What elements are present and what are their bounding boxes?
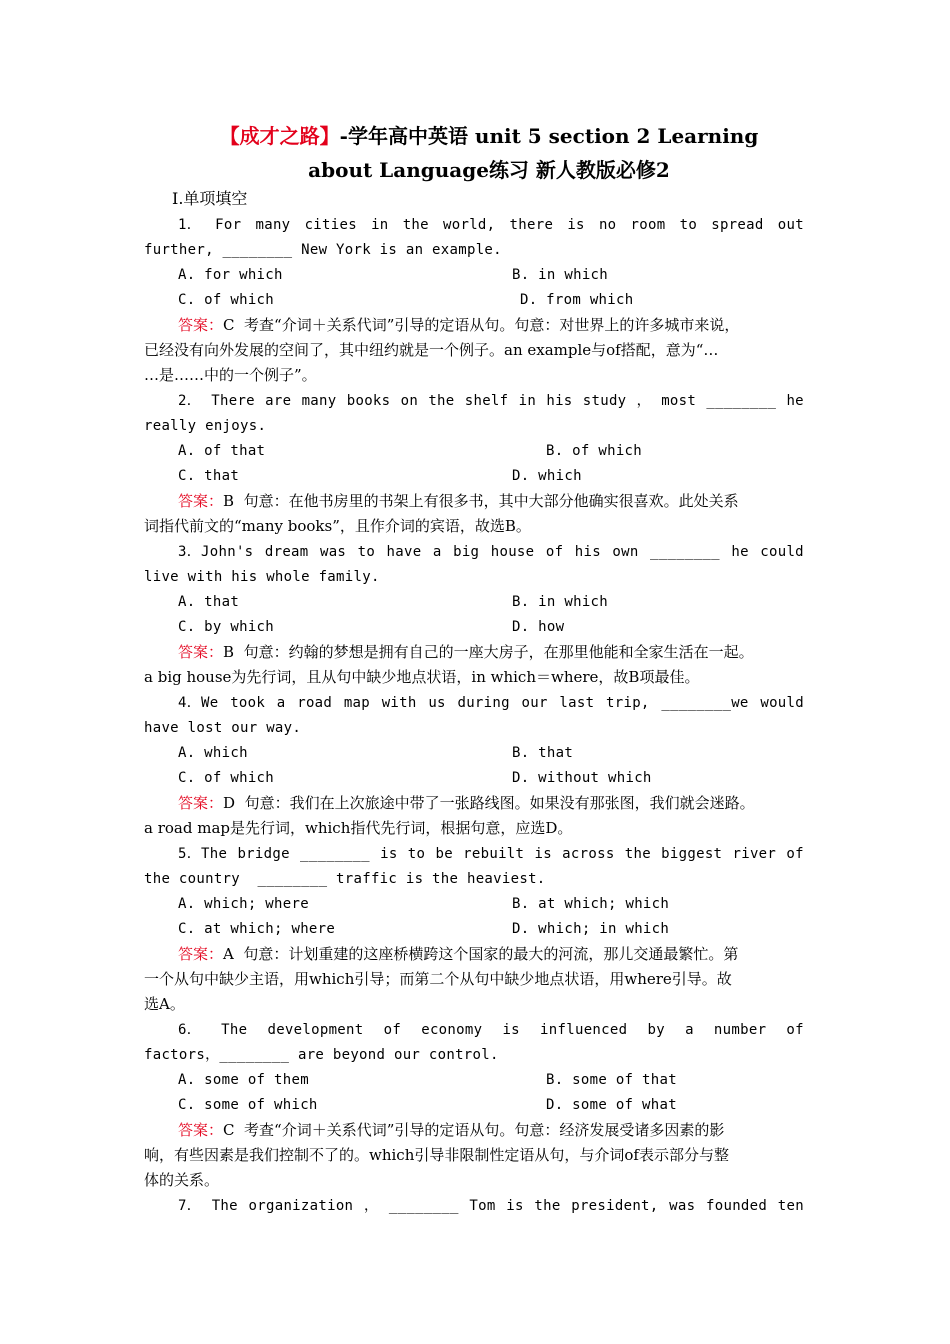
q4-option-a: A. which bbox=[178, 745, 248, 761]
stem-word: house bbox=[490, 544, 535, 560]
q6-answer-line3: 体的关系。 bbox=[144, 1171, 220, 1189]
q2-answer-label: 答案： bbox=[178, 492, 224, 510]
stem-word: The bbox=[211, 1198, 238, 1214]
stem-word: number bbox=[713, 1022, 767, 1038]
stem-word: to bbox=[407, 846, 426, 862]
stem-word: by bbox=[647, 1022, 665, 1038]
stem-word: There bbox=[211, 393, 255, 409]
stem-word: 5．The bbox=[178, 846, 228, 862]
q1-answer-line2: 已经没有向外发展的空间了，其中纽约就是一个例子。an example与of搭配，意为“… bbox=[144, 341, 719, 359]
stem-word: on bbox=[400, 393, 419, 409]
q1-answer-line1: 答案：C 考查“介词＋关系代词”引导的定语从句。句意：对世界上的许多城市来说， bbox=[178, 316, 740, 334]
stem-word: took bbox=[230, 695, 266, 711]
stem-word: to bbox=[357, 544, 376, 560]
q3-option-d: D. how bbox=[512, 619, 565, 635]
stem-word: ________ bbox=[300, 846, 370, 862]
q5-option-a: A. which; where bbox=[178, 896, 309, 912]
stem-word: he bbox=[786, 393, 804, 409]
stem-word: the bbox=[534, 1198, 561, 1214]
q3-stem-line1 bbox=[178, 540, 804, 565]
q6-answer-line2: 响，有些因素是我们控制不了的。which引导非限制性定语从句，与介词of表示部分与整 bbox=[144, 1146, 729, 1164]
document-title-line1 bbox=[14, 119, 950, 153]
stem-word: across bbox=[562, 846, 615, 862]
stem-word: organization bbox=[248, 1198, 354, 1214]
stem-word: president, bbox=[571, 1198, 659, 1214]
q4-answer-line2: a road map是先行词，which指代先行词，根据句意，应选D。 bbox=[144, 819, 573, 837]
stem-word: many bbox=[255, 217, 291, 233]
stem-word: the bbox=[402, 217, 429, 233]
q3-option-b: B. in which bbox=[512, 594, 609, 610]
stem-word: was bbox=[319, 544, 347, 560]
stem-word: of bbox=[786, 1022, 804, 1038]
q1-answer-label: 答案： bbox=[178, 316, 224, 334]
q3-option-c: C. by which bbox=[178, 619, 275, 635]
q3-stem-line2: live with his whole family. bbox=[144, 569, 380, 585]
q3-answer-label: 答案： bbox=[178, 643, 224, 661]
stem-word: would bbox=[760, 695, 804, 711]
stem-word: the bbox=[624, 846, 651, 862]
stem-word: his bbox=[574, 544, 601, 560]
q6-answer-line1: 答案：C 考查“介词＋关系代词”引导的定语从句。句意：经济发展受诸多因素的影 bbox=[178, 1121, 725, 1139]
section-heading: Ⅰ.单项填空 bbox=[172, 189, 248, 208]
q1-option-b: B. in which bbox=[512, 267, 609, 283]
stem-word: influenced bbox=[540, 1022, 628, 1038]
q4-option-d: D. without which bbox=[512, 770, 652, 786]
stem-word: he bbox=[731, 544, 749, 560]
q4-option-c: C. of which bbox=[178, 770, 275, 786]
stem-word: of bbox=[383, 1022, 402, 1038]
stem-word: last bbox=[559, 695, 595, 711]
q4-answer-line1: 答案：D 句意：我们在上次旅途中带了一张路线图。如果没有那张图，我们就会迷路。 bbox=[178, 794, 755, 812]
stem-word: is bbox=[502, 1022, 520, 1038]
stem-word: us bbox=[428, 695, 446, 711]
q6-option-d: D. some of what bbox=[546, 1097, 677, 1113]
stem-word: river bbox=[732, 846, 777, 862]
q6-option-c: C. some of which bbox=[178, 1097, 318, 1113]
q4-option-b: B. that bbox=[512, 745, 574, 761]
stem-word: rebuilt bbox=[463, 846, 525, 862]
stem-word: is bbox=[506, 1198, 524, 1214]
stem-word: 2． bbox=[178, 393, 202, 409]
stem-word: our bbox=[521, 695, 548, 711]
q5-answer-line1: 答案：A 句意：计划重建的这座桥横跨这个国家的最大的河流，那儿交通最繁忙。第 bbox=[178, 945, 739, 963]
q5-option-d: D. which; in which bbox=[512, 921, 670, 937]
document-title-line2: about Language练习 新人教版必修2 bbox=[308, 158, 670, 182]
q5-stem-line2: the country ________ traffic is the heaviest. bbox=[144, 871, 546, 887]
stem-word: development bbox=[267, 1022, 364, 1038]
stem-word: ， bbox=[363, 1198, 379, 1214]
stem-word: study bbox=[582, 393, 627, 409]
stem-word: many bbox=[301, 393, 337, 409]
q1-option-d: D. from which bbox=[520, 292, 634, 308]
stem-word: no bbox=[598, 217, 617, 233]
stem-word: bridge bbox=[237, 846, 290, 862]
q5-option-b: B. at which; which bbox=[512, 896, 670, 912]
q2-stem-line2: really enjoys. bbox=[144, 418, 267, 434]
stem-word: ________ bbox=[388, 1198, 459, 1214]
q2-option-c: C. that bbox=[178, 468, 240, 484]
stem-word: 6． bbox=[178, 1022, 202, 1038]
stem-word: out bbox=[777, 217, 804, 233]
stem-word: with bbox=[381, 695, 417, 711]
q2-answer-line2: 词指代前文的“many books”，且作介词的宾语，故选B。 bbox=[144, 517, 531, 535]
q5-option-c: C. at which; where bbox=[178, 921, 336, 937]
stem-word: economy bbox=[421, 1022, 483, 1038]
stem-word: the bbox=[428, 393, 455, 409]
q5-stem-line1 bbox=[178, 842, 804, 867]
q3-option-a: A. that bbox=[178, 594, 240, 610]
q5-answer-label: 答案： bbox=[178, 945, 224, 963]
stem-word: ， bbox=[636, 393, 651, 409]
stem-word: could bbox=[760, 544, 804, 560]
stem-word: road bbox=[297, 695, 333, 711]
q1-stem-line2: further, ________ New York is an example. bbox=[144, 242, 502, 258]
stem-word: in bbox=[518, 393, 537, 409]
stem-word: of bbox=[545, 544, 564, 560]
stem-word: are bbox=[265, 393, 292, 409]
q1-stem-line1 bbox=[178, 213, 804, 238]
q3-answer-line2: a big house为先行词，且从句中缺少地点状语，in which＝where，故B项最佳。 bbox=[144, 668, 700, 686]
stem-word: world, bbox=[443, 217, 496, 233]
stem-word: have bbox=[386, 544, 422, 560]
stem-word: spread bbox=[711, 217, 764, 233]
stem-word: big bbox=[453, 544, 480, 560]
stem-word: his bbox=[546, 393, 573, 409]
stem-word: For bbox=[215, 217, 242, 233]
stem-word: is bbox=[380, 846, 398, 862]
q4-stem-line1 bbox=[178, 691, 804, 716]
stem-word: map bbox=[343, 695, 371, 711]
stem-word: 4．We bbox=[178, 695, 219, 711]
q2-option-a: A. of that bbox=[178, 443, 266, 459]
q5-answer-line3: 选A。 bbox=[144, 995, 185, 1013]
q3-answer-line1: 答案：B 句意：约翰的梦想是拥有自己的一座大房子，在那里他能和全家生活在一起。 bbox=[178, 643, 754, 661]
q2-option-d: D. which bbox=[512, 468, 582, 484]
stem-word: most bbox=[661, 393, 697, 409]
stem-word: 3．John's bbox=[178, 544, 254, 560]
stem-word: was bbox=[669, 1198, 696, 1214]
q6-option-a: A. some of them bbox=[178, 1072, 309, 1088]
q4-answer-label: 答案： bbox=[178, 794, 224, 812]
stem-word: a bbox=[276, 695, 286, 711]
stem-word: a bbox=[685, 1022, 694, 1038]
stem-word: books bbox=[346, 393, 391, 409]
title-bracket-red: 【成才之路】 bbox=[219, 124, 340, 148]
q6-stem-line1 bbox=[178, 1018, 804, 1043]
q2-stem-line1 bbox=[178, 389, 804, 414]
stem-word: Tom bbox=[469, 1198, 496, 1214]
stem-word: during bbox=[457, 695, 510, 711]
stem-word: dream bbox=[264, 544, 309, 560]
q1-answer-line3: …是……中的一个例子”。 bbox=[144, 366, 317, 384]
q2-option-b: B. of which bbox=[546, 443, 643, 459]
q4-stem-line2: have lost our way. bbox=[144, 720, 302, 736]
stem-word: ________ bbox=[706, 393, 777, 409]
stem-word: be bbox=[435, 846, 453, 862]
q1-option-a: A. for which bbox=[178, 267, 283, 283]
stem-word: room bbox=[630, 217, 666, 233]
stem-word: trip, bbox=[606, 695, 650, 711]
stem-word: 7． bbox=[178, 1198, 202, 1214]
stem-word: The bbox=[221, 1022, 248, 1038]
stem-word: ________we bbox=[661, 695, 749, 711]
q5-answer-line2: 一个从句中缺少主语，用which引导；而第二个从句中缺少地点状语，用where引导。故 bbox=[144, 970, 732, 988]
stem-word: 1． bbox=[178, 217, 202, 233]
stem-word: there bbox=[509, 217, 554, 233]
stem-word: ________ bbox=[650, 544, 720, 560]
stem-word: is bbox=[534, 846, 552, 862]
title-rest: -学年高中英语 unit 5 section 2 Learning bbox=[339, 124, 759, 148]
stem-word: is bbox=[567, 217, 585, 233]
stem-word: in bbox=[371, 217, 389, 233]
stem-word: own bbox=[612, 544, 639, 560]
stem-word: biggest bbox=[661, 846, 723, 862]
q6-answer-label: 答案： bbox=[178, 1121, 224, 1139]
stem-word: ten bbox=[777, 1198, 804, 1214]
stem-word: cities bbox=[304, 217, 357, 233]
stem-word: of bbox=[786, 846, 804, 862]
q1-option-c: C. of which bbox=[178, 292, 275, 308]
stem-word: to bbox=[679, 217, 698, 233]
stem-word: a bbox=[432, 544, 442, 560]
q6-stem-line2: factors，________ are beyond our control. bbox=[144, 1047, 499, 1063]
stem-word: founded bbox=[706, 1198, 768, 1214]
stem-word: shelf bbox=[464, 393, 509, 409]
q6-option-b: B. some of that bbox=[546, 1072, 677, 1088]
q7-stem-line1 bbox=[178, 1194, 804, 1219]
q2-answer-line1: 答案：B 句意：在他书房里的书架上有很多书，其中大部分他确实很喜欢。此处关系 bbox=[178, 492, 739, 510]
